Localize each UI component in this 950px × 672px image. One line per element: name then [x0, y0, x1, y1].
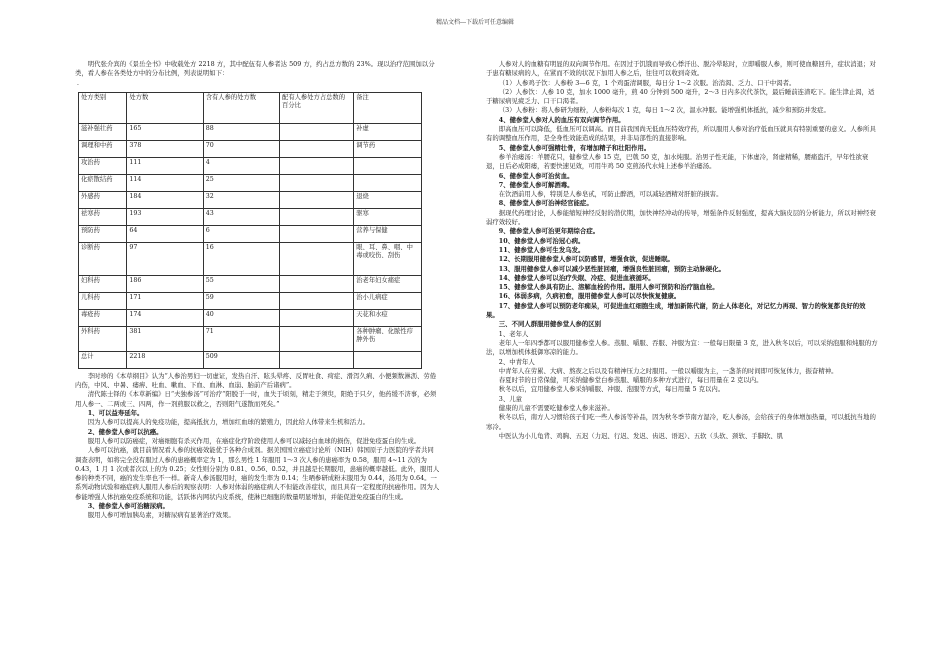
table-cell: 43 [203, 208, 279, 225]
table-cell: 174 [127, 309, 203, 326]
table-cell: 378 [127, 140, 203, 157]
table-cell: 111 [127, 157, 203, 174]
table-cell: 天花和水痘 [354, 309, 422, 326]
table-cell: 滋补强壮药 [79, 123, 127, 140]
table-cell: 治小儿病症 [354, 292, 422, 309]
table-cell [280, 242, 354, 275]
table-cell: 退烧 [354, 191, 422, 208]
table-cell: 381 [127, 326, 203, 351]
table-cell: 64 [127, 225, 203, 242]
table-cell: 调理和中药 [79, 140, 127, 157]
section-heading: 4、健参堂人参对人的血压有双向调节作用。 [498, 115, 625, 124]
header-cell: 备注 [354, 92, 422, 123]
table-header-row [79, 92, 422, 123]
table-cell [354, 174, 422, 191]
table-row [79, 140, 422, 157]
table-cell: 外感药 [79, 191, 127, 208]
section-text: 秋冬以后，南方人习惯给孩子们吃一些人参汤等补品，因为秋冬季节南方湿冷，吃人参汤，会给孩子的身体增加热量，可以抵抗当地的寒冷。 [486, 413, 876, 431]
table-row [79, 292, 422, 309]
table-cell: 攻治药 [79, 157, 127, 174]
header-cell: 处方数 [127, 92, 203, 123]
section-heading: 9、健参堂人参可治更年期综合症。 [498, 227, 600, 236]
table-cell [280, 123, 354, 140]
table-cell: 32 [203, 191, 279, 208]
section-heading: 8、健参堂人参可治神经官能症。 [498, 199, 593, 208]
table-cell [280, 326, 354, 351]
section-heading: 16、体弱多病，久病初愈，服用健参堂人参可以尽快恢复健康。 [498, 292, 681, 301]
table-cell: 40 [203, 309, 279, 326]
table-row [79, 242, 422, 275]
table-cell: 25 [203, 174, 279, 191]
table-row [79, 208, 422, 225]
table-cell: 70 [203, 140, 279, 157]
table-cell: 6 [203, 225, 279, 242]
table-row [79, 309, 422, 326]
section-text: 即高血压可以降低，低血压可以调高。而目前我国尚无低血压特效疗药，所以服用人参对治疗低血压就具有特别重要的意义。人参所具有的调整血压作用，是全身性效能造成的结果，并非局部性的直接影响。 [486, 125, 876, 143]
table-cell [280, 157, 354, 174]
recipe-item: （1）人参鸡子饮：人参粉 3—6 克，1 个鸡蛋清调服，每日分 1～2 次服。治消渴、乏力、口干中渴者。 [498, 78, 796, 87]
table-cell: 总计 [79, 351, 127, 368]
table-cell: 预防药 [79, 225, 127, 242]
subsection-label: 3、儿童 [498, 394, 523, 403]
section-text: 因为人参可以提高人的免疫功能，提高抵抗力，增加红血球的繁殖力，因此给人体带来生机和活力。 [87, 418, 369, 427]
section-heading: 14、健参堂人参可以治疗失眠、冷症、促进血液循环。 [498, 273, 655, 282]
section-text: 老年人一年四季都可以服用健参堂人参。蒸服、嚼服、吞服、冲服为宜：一般每日限量 3 克，进入秋冬以后，可以采纳泡服和炖服的方法，以增加机体抵御寒凉的能力。 [486, 338, 878, 357]
subsection-label: 2、中青年人 [498, 357, 535, 366]
table-cell [280, 225, 354, 242]
table-cell [280, 351, 354, 368]
section-heading: 11、健参堂人参可生发乌发。 [498, 245, 585, 254]
table-row [79, 275, 422, 292]
section-heading: 7、健参堂人参可解酒毒。 [498, 180, 574, 189]
table-cell [280, 191, 354, 208]
section-heading: 10、健参堂人参可治冠心病。 [498, 236, 585, 245]
table-cell [354, 157, 422, 174]
section-heading: 1、可以益寿延年。 [87, 409, 144, 418]
table-cell: 调节药 [354, 140, 422, 157]
right-column [486, 60, 878, 441]
stray-dot: . [77, 79, 79, 87]
header-cell: 配有人参处方占总数的百分比 [280, 92, 354, 123]
table-cell: 营养与保健 [354, 225, 422, 242]
table-cell: 治老年妇女痛症 [354, 275, 422, 292]
section-text: 服用人参可以防癌症，对癌细胞有杀灭作用，在癌症化疗阶段使用人参可以减轻白血球的损伤，促进免疫蛋白的生成。 [87, 436, 421, 445]
table-cell [280, 309, 354, 326]
table-cell: 509 [203, 351, 279, 368]
table-cell: 各种肿瘤、化脓性疖肿外伤 [354, 326, 422, 351]
table-cell: 化瘀散结药 [79, 174, 127, 191]
header-cell: 处方类别 [79, 92, 127, 123]
section-text: 健康的儿童不需要吃健参堂人参来滋补。 [498, 403, 614, 412]
table-cell: 妇科药 [79, 275, 127, 292]
section-text: 秋冬以后，宜用健参堂人参采纳嚼服、冲服、泡服等方式，每日用量 5 克以内。 [498, 385, 725, 394]
recipe-item: （2）人参饮：人参 10 克，加水 1000 毫升，煎 40 分钟到 500 毫升，2～3 日内多次代茶饮，最后睡前连渣吃下。能生津止渴，适于糖尿病见疲乏力、口干口渴者。 [486, 87, 875, 106]
table-row [79, 123, 422, 140]
table-cell: 59 [203, 292, 279, 309]
table-row [79, 157, 422, 174]
subsection-label: 1、老年人 [498, 329, 529, 338]
table-cell: 165 [127, 123, 203, 140]
table-cell: 诊断药 [79, 242, 127, 275]
section-text: 人参可以抗癌，就目前情况看人参的抗癌效能优于各种合成剂。据美国国立癌症讨论所（NIH）韩国原子力医院的学者共同调查表明，如将完全没有服过人参的患癌概率定为 1，那么男性 1 年服用 1～3 次人参的患癌率为 0.58，服用 4~11 次的为 0.43，1 月 1 次或者次以上的为 0.25；女性则分别为 0.81、0.56、0.52，并且越是长期服用，患癌的概率越低。此外，服用人参的种类不同，癌的发生率也不一样。新奇人参汤服用时，癌的发生率为 0.14；生晒参研成粉末服用为 0.44，汤用为 0.64。一系列动物试验和癌症病人服用人参后的观察表明：人参对体弱的癌症病人不但能改善症状，而且具有一定程度的抗癌作用。因为人参能增强人体抗癌免疫系统和功能，活跃体内网状内皮系统，使淋巴细胞的数量明显增加，并能促进免疫蛋白的生成。 [75, 446, 440, 501]
header-cell: 含有人参的处方数 [203, 92, 279, 123]
section-heading: 13、服用健参堂人参可以减少恶性脏回瘤，增强良性脏回瘤，预防主动脉硬化。 [498, 264, 725, 273]
section-heading: 17、健参堂人参可以预防老年痴呆，可促进血红细胞生成，增加新陈代谢，防止人体老化，对记忆力再现、智力的恢复都良好的效果。 [486, 301, 866, 320]
intro-paragraph: 明代张介宾的《景岳全书》中收载处方 2218 方，其中配伍有人参者达 509 方，约占总方数的 23%。现以治疗范围加以分类，看人参在各类处方中的分布比例，列表说明如下： [75, 60, 435, 78]
table-cell: 55 [203, 275, 279, 292]
table-row [79, 191, 422, 208]
section-text: 据现代药理讨论，人参能缩短神经反射的潜伏期，加快神经冲动的传导，增强条件反射强度，提高大脑皮层的分析能力，所以对神经衰弱疗效较好。 [486, 208, 876, 227]
table-cell: 外科药 [79, 326, 127, 351]
section-heading: 三、不同人群服用健参堂人参的区别 [498, 320, 602, 329]
section-heading: 12、长期服用健参堂人参可以防感冒，增强食欲，促进睡眠。 [498, 255, 674, 264]
section-text: 人参对人的血糖有明显的双向调节作用。在因过于饥饿而导致心悸汗出、脱冷晕眩时，立即嚼服人参，则可使血糖回升，症状消退；对于患有糖尿病的人，在紧而不效的状况下加用人参之后，往往可以收到奇效。 [486, 60, 876, 78]
table-cell: 88 [203, 123, 279, 140]
left-column [75, 60, 440, 521]
bencao-paragraph: 李时珍的《本草纲目》认为“人参治男妇一切虚证，发热自汗、眩头晕疼、反胃吐食、疴症、滑泻久痢、小便频数淋沥、劳倦内伤，中风、中暑、痿痹、吐血、嗽血、下血、血淋、血崩、胎前产后诸病”。 [75, 371, 437, 390]
table-cell: 171 [127, 292, 203, 309]
page-header: 精品文档---下载后可任意编辑 [435, 19, 515, 26]
section-text: 服用人参可增加胰岛素，对糖尿病有显著治疗效果。 [87, 511, 235, 520]
table-cell: 补虚 [354, 123, 422, 140]
section-heading: 2、健参堂人参可以抗癌。 [87, 427, 163, 436]
table-cell: 2218 [127, 351, 203, 368]
table-cell: 毒疮药 [79, 309, 127, 326]
table-cell: 16 [203, 242, 279, 275]
table-row [79, 326, 422, 351]
table-cell: 祛寒药 [79, 208, 127, 225]
table-body [79, 123, 422, 368]
table-cell: 184 [127, 191, 203, 208]
section-text: 春夏时节的日常保健，可采纳健参堂白参蒸服、嚼服的多种方式进行，每日用量在 2 克以内。 [498, 376, 763, 385]
table-cell [280, 140, 354, 157]
section-text: 参羊治痿汤：羊腰花只，健参堂人参 15 克，巴戟 50 克，加水炖服。治男子性无能，下体虚冷，肾虚精稀，腰痛盗汗，早年性欲衰退，日后必成阳痿，若要快速见效，可用牛鸡 50 克煎汤代水炖上述参羊治痿汤。 [486, 152, 869, 171]
table-cell [280, 275, 354, 292]
section-text: 中青年人在劳累、大病、熬夜之后以及有精神压力之时服用。一般以嚼服为主，一盏茶的时间即可恢复体力，振奋精神。 [498, 366, 838, 375]
section-heading: 5、健参堂人参可强精壮骨，有增加精子和壮阳作用。 [498, 143, 651, 152]
section-text: 在饮酒前用人参，特别是人参皂甙，可防止醉酒，可以减轻酒精对肝脏的损害。 [498, 190, 723, 199]
table-row [79, 351, 422, 368]
table-cell: 97 [127, 242, 203, 275]
table-cell: 驱寒 [354, 208, 422, 225]
xinbian-paragraph: 清代陈士铎的《本草新编》日“夫独参汤”可治疗“阳脱于一时，血失于顷刻，精走于须臾，阳绝于只夕，他药缓不济事，必须用人参一、二两或三、四两，作一剂煎服以救之，否则阳气遂散而死矣。” [75, 390, 437, 408]
table-cell [280, 292, 354, 309]
table-cell: 193 [127, 208, 203, 225]
table-cell [280, 208, 354, 225]
table-cell: 114 [127, 174, 203, 191]
recipe-item: （3）人参粉：将人参研为细粉，人参粉每次 1 克，每日 1～2 次，温水冲服。能增强机体抵抗，减少和预防并发症。 [498, 106, 830, 115]
table-cell [280, 174, 354, 191]
section-heading: 3、健参堂人参可治糖尿病。 [87, 502, 169, 511]
table-cell: 眼、耳、鼻、咽、中毒或咬伤、刮伤 [354, 242, 422, 275]
table-row [79, 225, 422, 242]
table-cell: 71 [203, 326, 279, 351]
table-cell [354, 351, 422, 368]
table-cell: 186 [127, 275, 203, 292]
table-cell: 4 [203, 157, 279, 174]
section-heading: 15、健参堂人参具有防止、溶解血栓的作用。服用人参可预防和治疗脑血栓。 [498, 283, 719, 292]
section-text: 中医认为小儿龟背、鸡胸、五迟（力迟、行迟、发迟、齿迟、语迟）、五软（头软、颈软、手脚软、肌 [498, 431, 784, 440]
prescription-table [78, 92, 422, 369]
table-cell: 儿科药 [79, 292, 127, 309]
section-heading: 6、健参堂人参可治贫血。 [498, 171, 574, 180]
table-row [79, 174, 422, 191]
